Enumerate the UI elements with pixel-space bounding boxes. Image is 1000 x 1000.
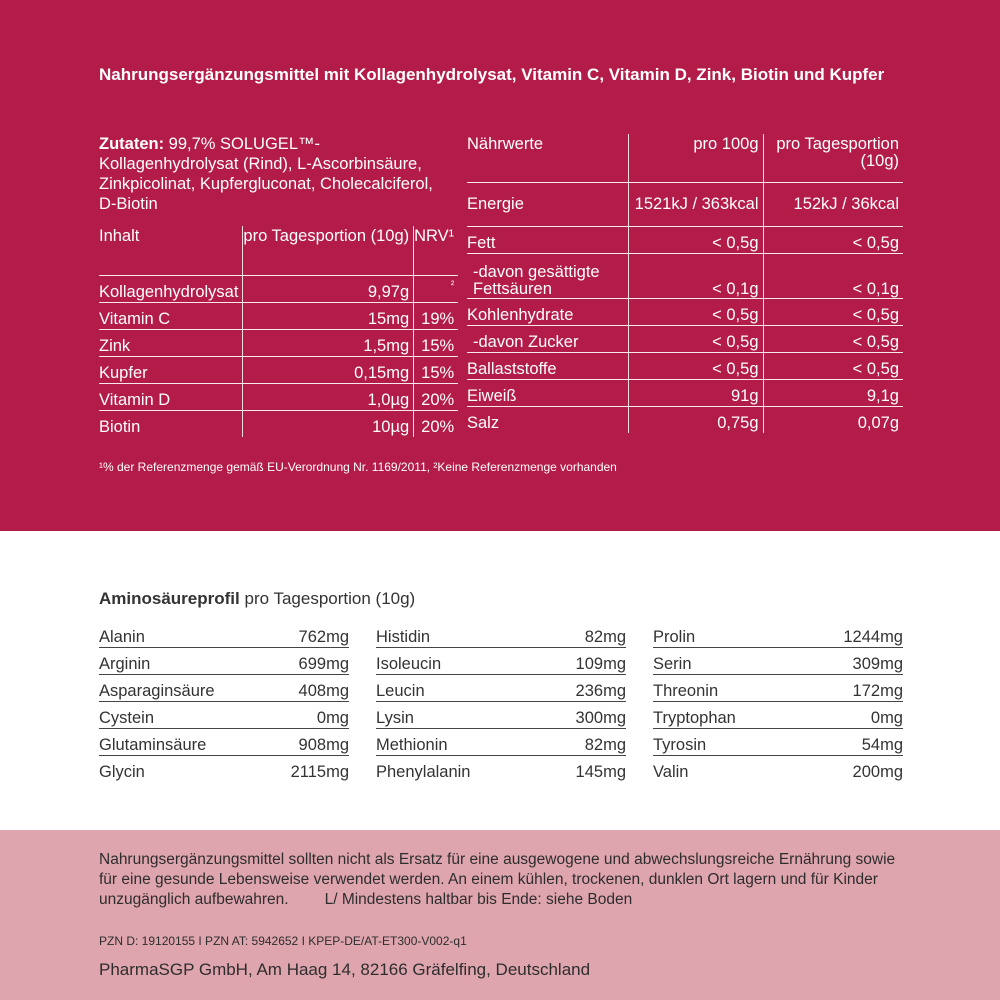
row-value-portion: 0,07g bbox=[763, 406, 903, 433]
table-row bbox=[467, 253, 903, 298]
header-tagesportion: pro Tagesportion (10g) bbox=[243, 226, 414, 275]
amino-value: 408mg bbox=[269, 674, 349, 701]
amino-value: 172mg bbox=[823, 674, 903, 701]
amino-table-col-1 bbox=[99, 620, 349, 782]
amino-acid-panel bbox=[0, 531, 1000, 830]
row-value-100g: < 0,5g bbox=[628, 298, 763, 325]
amino-name: Isoleucin bbox=[376, 647, 546, 674]
table-row bbox=[99, 674, 349, 701]
amino-value: 300mg bbox=[546, 701, 626, 728]
ingredients-block bbox=[99, 134, 449, 214]
amino-subtitle: pro Tagesportion (10g) bbox=[244, 589, 416, 608]
table-row bbox=[99, 620, 349, 647]
legal-panel bbox=[0, 830, 1000, 1000]
row-value-100g: < 0,5g bbox=[628, 325, 763, 352]
amino-value: 699mg bbox=[269, 647, 349, 674]
amino-table-col-2 bbox=[376, 620, 626, 782]
row-nrv: ² bbox=[414, 275, 459, 302]
amino-name: Valin bbox=[653, 763, 689, 781]
disclaimer-text: Nahrungsergänzungsmittel sollten nicht als Ersatz für eine ausgewogene und abwechslungsreiche Ernährung sowie für eine gesunde Lebensweise verwendet werden. An einem kühlen, trockenen, dunklen Ort lagern und für Kinder unzugänglich aufbewahren. bbox=[99, 851, 896, 908]
amino-name: Asparaginsäure bbox=[99, 674, 269, 701]
table-row bbox=[653, 620, 903, 647]
row-nrv: 15% bbox=[414, 329, 459, 356]
row-label: Vitamin C bbox=[99, 302, 243, 329]
inhalt-table bbox=[99, 226, 458, 437]
row-label: -davon gesättigte Fettsäuren bbox=[467, 253, 628, 298]
amino-value: 236mg bbox=[546, 674, 626, 701]
row-value-portion: < 0,5g bbox=[763, 298, 903, 325]
amino-value: 0mg bbox=[269, 701, 349, 728]
amino-name: Arginin bbox=[99, 647, 269, 674]
row-label: Kollagenhydrolysat bbox=[99, 275, 243, 302]
row-value-100g: < 0,5g bbox=[628, 226, 763, 253]
row-label: Zink bbox=[99, 329, 243, 356]
ingredients-text: 99,7% SOLUGEL™-Kollagenhydrolysat (Rind), L-Ascorbinsäure, Zinkpicolinat, Kupfergluconat, Cholecalciferol, D-Biotin bbox=[99, 135, 433, 213]
table-row bbox=[99, 647, 349, 674]
table-header bbox=[99, 226, 458, 275]
ingredients-label: Zutaten: bbox=[99, 135, 165, 153]
table-row bbox=[99, 383, 458, 410]
table-row bbox=[376, 701, 626, 728]
table-row bbox=[376, 674, 626, 701]
table-row bbox=[653, 647, 903, 674]
table-row bbox=[653, 728, 903, 755]
amino-value: 82mg bbox=[546, 728, 626, 755]
amino-title: Aminosäureprofil bbox=[99, 589, 240, 608]
amino-value: 1244mg bbox=[823, 620, 903, 647]
table-row bbox=[376, 755, 626, 782]
row-value-portion: 9,1g bbox=[763, 379, 903, 406]
table-row bbox=[99, 356, 458, 383]
table-row bbox=[467, 182, 903, 226]
amino-value: 762mg bbox=[269, 620, 349, 647]
row-value-portion: < 0,5g bbox=[763, 352, 903, 379]
amino-value: 145mg bbox=[575, 763, 626, 781]
amino-name: Methionin bbox=[376, 728, 546, 755]
amino-value: 908mg bbox=[269, 728, 349, 755]
table-row bbox=[99, 701, 349, 728]
row-value: 15mg bbox=[243, 302, 414, 329]
row-label: -davon Zucker bbox=[467, 325, 628, 352]
naehrwerte-table bbox=[467, 134, 903, 433]
row-label: Vitamin D bbox=[99, 383, 243, 410]
amino-name: Glycin bbox=[99, 763, 145, 781]
row-label: Kohlenhydrate bbox=[467, 298, 628, 325]
table-row bbox=[467, 325, 903, 352]
amino-table-col-3 bbox=[653, 620, 903, 782]
row-label: Kupfer bbox=[99, 356, 243, 383]
row-nrv: 19% bbox=[414, 302, 459, 329]
header-tagesportion: pro Tagesportion (10g) bbox=[763, 134, 903, 182]
row-value: 9,97g bbox=[243, 275, 414, 302]
row-value: 1,0µg bbox=[243, 383, 414, 410]
row-value-100g: 1521kJ / 363kcal bbox=[628, 182, 763, 226]
amino-name: Glutaminsäure bbox=[99, 728, 269, 755]
row-value-100g: 0,75g bbox=[628, 406, 763, 433]
header-naehrwerte: Nährwerte bbox=[467, 134, 628, 182]
table-row bbox=[376, 728, 626, 755]
amino-title-block bbox=[99, 589, 415, 609]
amino-value: 109mg bbox=[546, 647, 626, 674]
amino-value: 2115mg bbox=[290, 763, 349, 781]
amino-name: Serin bbox=[653, 647, 823, 674]
table-row bbox=[467, 298, 903, 325]
row-label: Ballaststoffe bbox=[467, 352, 628, 379]
amino-name: Threonin bbox=[653, 674, 823, 701]
table-row bbox=[99, 755, 349, 782]
table-row bbox=[99, 410, 458, 437]
row-value-100g: < 0,5g bbox=[628, 352, 763, 379]
amino-name: Leucin bbox=[376, 674, 546, 701]
row-value-portion: 152kJ / 36kcal bbox=[763, 182, 903, 226]
table-header bbox=[467, 134, 903, 182]
disclaimer-block bbox=[99, 850, 899, 910]
table-row bbox=[467, 406, 903, 433]
row-value-100g: < 0,1g bbox=[628, 253, 763, 298]
pzn-codes: PZN D: 19120155 I PZN AT: 5942652 I KPEP-DE/AT-ET300-V002-q1 bbox=[99, 934, 467, 948]
table-row bbox=[467, 379, 903, 406]
amino-name: Alanin bbox=[99, 620, 269, 647]
best-before-text: L/ Mindestens haltbar bis Ende: siehe Boden bbox=[324, 891, 633, 908]
amino-name: Tyrosin bbox=[653, 728, 823, 755]
row-label: Salz bbox=[467, 414, 500, 432]
header-nrv: NRV¹ bbox=[414, 226, 459, 275]
product-headline: Nahrungsergänzungsmittel mit Kollagenhydrolysat, Vitamin C, Vitamin D, Zink, Biotin und Kupfer bbox=[99, 65, 885, 84]
row-nrv: 20% bbox=[414, 383, 459, 410]
row-value: 10µg bbox=[243, 410, 414, 437]
amino-name: Lysin bbox=[376, 701, 546, 728]
amino-value: 0mg bbox=[823, 701, 903, 728]
table-row bbox=[467, 226, 903, 253]
amino-value: 82mg bbox=[546, 620, 626, 647]
table-row bbox=[653, 755, 903, 782]
amino-name: Cystein bbox=[99, 701, 269, 728]
company-address: PharmaSGP GmbH, Am Haag 14, 82166 Gräfelfing, Deutschland bbox=[99, 960, 591, 979]
row-value-100g: 91g bbox=[628, 379, 763, 406]
amino-value: 200mg bbox=[852, 763, 903, 781]
table-row bbox=[99, 329, 458, 356]
row-label: Fett bbox=[467, 226, 628, 253]
header-pro-100g: pro 100g bbox=[628, 134, 763, 182]
amino-name: Tryptophan bbox=[653, 701, 823, 728]
table-row bbox=[99, 302, 458, 329]
footnote: ¹% der Referenzmenge gemäß EU-Verordnung Nr. 1169/2011, ²Keine Referenzmenge vorhanden bbox=[99, 460, 617, 474]
table-row bbox=[376, 647, 626, 674]
table-row bbox=[99, 728, 349, 755]
header-inhalt: Inhalt bbox=[99, 226, 243, 275]
row-value-portion: < 0,1g bbox=[763, 253, 903, 298]
amino-name: Histidin bbox=[376, 620, 546, 647]
row-label: Eiweiß bbox=[467, 379, 628, 406]
row-nrv: 20% bbox=[414, 410, 459, 437]
table-row bbox=[467, 352, 903, 379]
row-label: Energie bbox=[467, 182, 628, 226]
amino-name: Prolin bbox=[653, 620, 823, 647]
amino-value: 54mg bbox=[823, 728, 903, 755]
row-value: 0,15mg bbox=[243, 356, 414, 383]
amino-value: 309mg bbox=[823, 647, 903, 674]
row-label: Biotin bbox=[99, 418, 141, 436]
row-value-portion: < 0,5g bbox=[763, 325, 903, 352]
table-row bbox=[653, 674, 903, 701]
table-row bbox=[376, 620, 626, 647]
table-row bbox=[99, 275, 458, 302]
row-value-portion: < 0,5g bbox=[763, 226, 903, 253]
amino-name: Phenylalanin bbox=[376, 763, 471, 781]
row-nrv: 15% bbox=[414, 356, 459, 383]
table-row bbox=[653, 701, 903, 728]
row-value: 1,5mg bbox=[243, 329, 414, 356]
